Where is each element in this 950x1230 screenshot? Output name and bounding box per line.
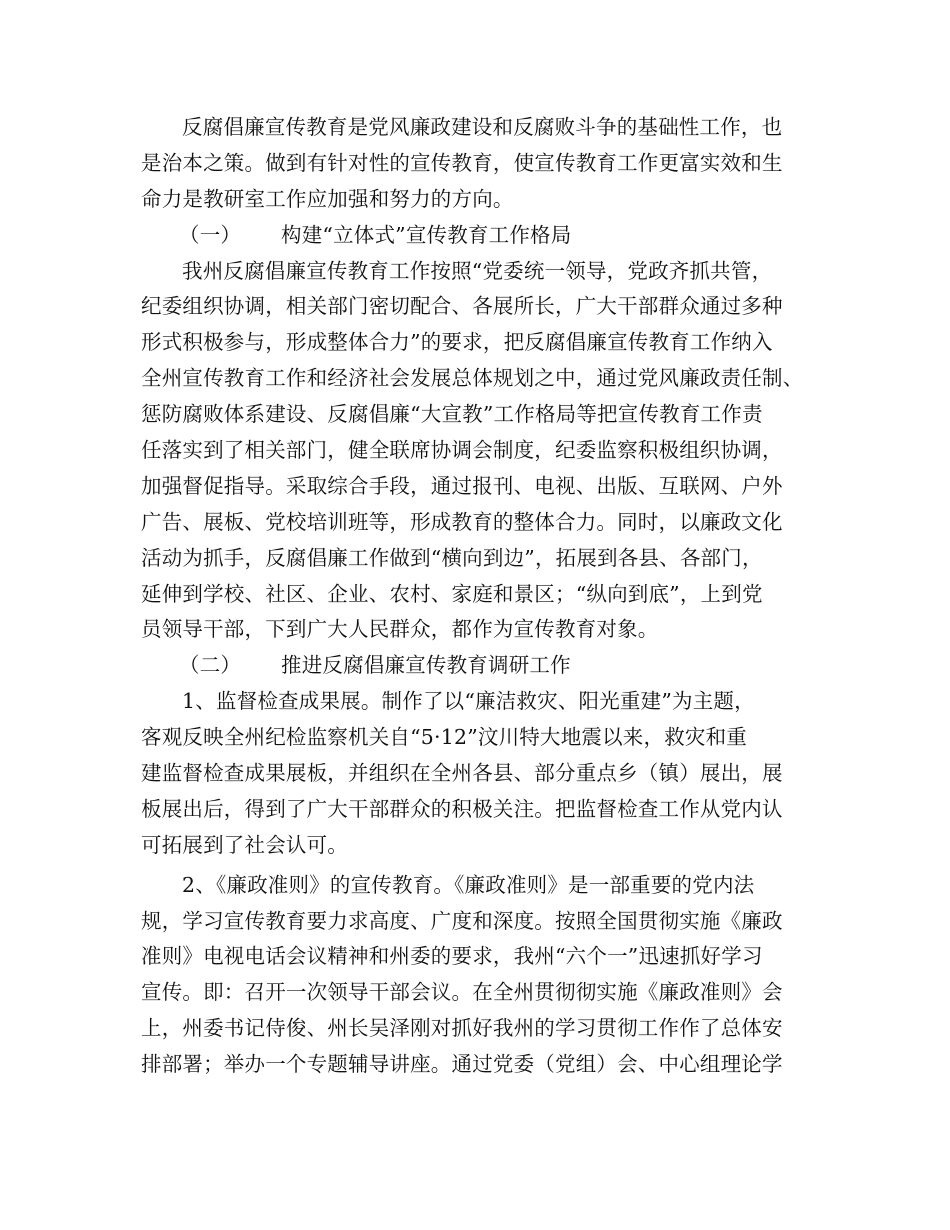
section-heading-1 <box>141 218 811 254</box>
paragraph-integrity-rules <box>141 868 811 1083</box>
text-line: 惩防腐败体系建设、反腐倡廉“大宣教”工作格局等把宣传教育工作责 <box>141 402 763 427</box>
text-line: 准则》电视电话会议精神和州委的要求，我州“六个一”迅速抓好学习 <box>141 944 763 969</box>
text-line: 可拓展到了社会认可。 <box>141 832 348 857</box>
text-line: 命力是教研室工作应加强和努力的方向。 <box>141 186 514 211</box>
text-line: 活动为抓手，反腐倡廉工作做到“横向到边”，拓展到各县、各部门， <box>141 545 763 570</box>
section-title: 推进反腐倡廉宣传教育调研工作 <box>281 653 571 678</box>
paragraph-intro <box>141 110 811 218</box>
paragraph-structure <box>141 254 811 649</box>
text-line: 全州宣传教育工作和经济社会发展总体规划之中，通过党风廉政责任制、 <box>141 366 804 391</box>
text-line: 员领导干部，下到广大人民群众，都作为宣传教育对象。 <box>141 617 659 642</box>
section-number: （二） <box>179 653 242 678</box>
paragraph-supervision-exhibit <box>141 684 811 863</box>
text-line: 延伸到学校、社区、企业、农村、家庭和景区；“纵向到底”，上到党 <box>141 581 763 606</box>
section-number: （一） <box>179 222 242 247</box>
document-page <box>141 110 811 1083</box>
text-line: 形式积极参与，形成整体合力”的要求，把反腐倡廉宣传教育工作纳入 <box>141 330 773 355</box>
text-line: 反腐倡廉宣传教育是党风廉政建设和反腐败斗争的基础性工作，也 <box>182 115 783 139</box>
text-line: 广告、展板、党校培训班等，形成教育的整体合力。同时，以廉政文化 <box>141 509 783 534</box>
section-title: 构建“立体式”宣传教育工作格局 <box>281 222 572 247</box>
section-heading-2 <box>141 648 811 684</box>
text-line: 是治本之策。做到有针对性的宣传教育，使宣传教育工作更富实效和生 <box>141 150 783 175</box>
text-line: 客观反映全州纪检监察机关自“5·12”汶川特大地震以来，救灾和重 <box>141 725 748 750</box>
text-line: 上，州委书记侍俊、州长吴泽刚对抓好我州的学习贯彻工作作了总体安 <box>141 1016 783 1041</box>
text-line: 我州反腐倡廉宣传教育工作按照“党委统一领导，党政齐抓共管， <box>182 258 773 283</box>
text-line: 板展出后，得到了广大干部群众的积极关注。把监督检查工作从党内认 <box>141 796 783 821</box>
text-line: 排部署；举办一个专题辅导讲座。通过党委（党组）会、中心组理论学 <box>141 1052 783 1077</box>
text-line: 建监督检查成果展板，并组织在全州各县、部分重点乡（镇）展出，展 <box>141 761 783 786</box>
text-line: 1、监督检查成果展。制作了以“廉洁救灾、阳光重建”为主题， <box>182 689 755 714</box>
text-line: 规，学习宣传教育要力求高度、广度和深度。按照全国贯彻实施《廉政 <box>141 908 783 933</box>
text-line: 纪委组织协调，相关部门密切配合、各展所长，广大干部群众通过多种 <box>141 294 783 319</box>
text-line: 2、《廉政准则》的宣传教育。《廉政准则》是一部重要的党内法 <box>182 872 755 897</box>
text-line: 宣传。即：召开一次领导干部会议。在全州贯彻彻实施《廉政准则》会 <box>141 980 783 1005</box>
text-line: 加强督促指导。采取综合手段，通过报刊、电视、出版、互联网、户外 <box>141 473 783 498</box>
text-line: 任落实到了相关部门，健全联席协调会制度，纪委监察积极组织协调， <box>141 438 783 463</box>
